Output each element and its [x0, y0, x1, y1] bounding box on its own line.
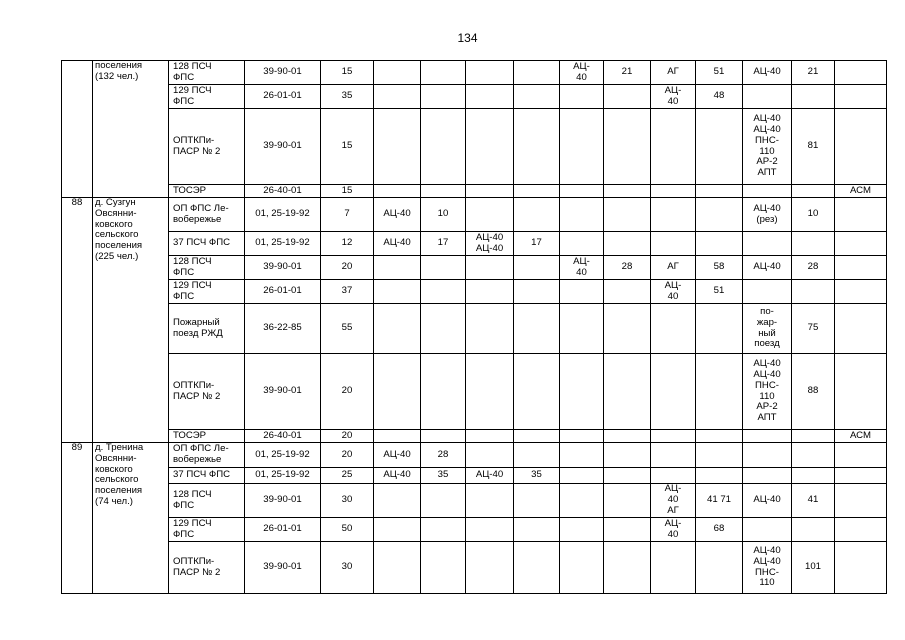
table-cell — [514, 280, 560, 304]
table-cell — [835, 232, 887, 256]
table-cell: 41 — [792, 484, 835, 518]
table-cell: 15 — [321, 109, 374, 185]
table-cell — [374, 304, 421, 354]
table-cell — [835, 354, 887, 430]
table-cell — [560, 443, 604, 468]
table-cell — [514, 430, 560, 443]
table-cell: 88 — [62, 198, 93, 443]
table-cell: 129 ПСЧ ФПС — [169, 85, 245, 109]
table-cell: 10 — [792, 198, 835, 232]
table-cell: 01, 25-19-92 — [245, 232, 321, 256]
table-cell — [743, 518, 792, 542]
table-cell: 39-90-01 — [245, 542, 321, 594]
table-cell — [560, 232, 604, 256]
table-cell: 35 — [421, 468, 466, 484]
table-cell — [560, 198, 604, 232]
table-cell — [421, 185, 466, 198]
table-cell — [374, 542, 421, 594]
table-cell: АЦ-40 АЦ-40 ПНС- 110 АР-2 АПТ — [743, 109, 792, 185]
table-cell — [604, 304, 651, 354]
table-cell: 01, 25-19-92 — [245, 443, 321, 468]
table-cell — [466, 304, 514, 354]
table-cell: 48 — [696, 85, 743, 109]
table-cell: АЦ-40 — [466, 468, 514, 484]
table-cell — [651, 354, 696, 430]
table-cell — [514, 256, 560, 280]
table-cell: АСМ — [835, 185, 887, 198]
table-cell: 28 — [421, 443, 466, 468]
table-cell — [696, 468, 743, 484]
table-cell — [560, 468, 604, 484]
table-cell: АЦ- 40 АГ — [651, 484, 696, 518]
table-cell: АЦ- 40 — [560, 61, 604, 85]
table-cell — [835, 542, 887, 594]
table-cell: 75 — [792, 304, 835, 354]
table-cell — [835, 61, 887, 85]
table-cell: 55 — [321, 304, 374, 354]
table-cell — [792, 443, 835, 468]
table-cell — [514, 109, 560, 185]
table-cell — [651, 542, 696, 594]
table-cell: 50 — [321, 518, 374, 542]
table-cell — [466, 256, 514, 280]
table-cell — [560, 430, 604, 443]
table-row — [62, 109, 887, 185]
table-cell: 128 ПСЧ ФПС — [169, 484, 245, 518]
table-cell — [604, 443, 651, 468]
table-row — [62, 256, 887, 280]
table-cell — [374, 430, 421, 443]
table-cell — [421, 430, 466, 443]
table-cell: 36-22-85 — [245, 304, 321, 354]
table-cell: 39-90-01 — [245, 484, 321, 518]
table-cell — [466, 443, 514, 468]
table-cell: АЦ-40 — [743, 256, 792, 280]
table-cell: АГ — [651, 256, 696, 280]
table-cell: АЦ-40 АЦ-40 ПНС- 110 — [743, 542, 792, 594]
table-cell — [651, 109, 696, 185]
table-cell: АЦ- 40 — [651, 280, 696, 304]
table-cell: 12 — [321, 232, 374, 256]
table-cell — [374, 518, 421, 542]
table-cell: ОПТКПи- ПАСР № 2 — [169, 542, 245, 594]
table-cell — [62, 61, 93, 198]
table-cell — [835, 468, 887, 484]
table-cell: АЦ- 40 — [560, 256, 604, 280]
table-cell: 37 ПСЧ ФПС — [169, 468, 245, 484]
table-cell — [696, 542, 743, 594]
table-cell — [560, 185, 604, 198]
table-cell — [421, 518, 466, 542]
table-cell: 17 — [514, 232, 560, 256]
table-cell — [421, 61, 466, 85]
table-cell — [560, 109, 604, 185]
table-cell — [792, 518, 835, 542]
table-cell — [792, 232, 835, 256]
table-cell — [651, 232, 696, 256]
table-cell — [466, 280, 514, 304]
table-cell — [835, 280, 887, 304]
table-cell: ОПТКПи- ПАСР № 2 — [169, 109, 245, 185]
table-cell — [696, 232, 743, 256]
table-cell: 129 ПСЧ ФПС — [169, 518, 245, 542]
table-cell — [604, 430, 651, 443]
table-cell: 26-40-01 — [245, 430, 321, 443]
table-cell — [604, 185, 651, 198]
table-row — [62, 354, 887, 430]
table-cell — [743, 430, 792, 443]
table-cell — [651, 443, 696, 468]
table-cell — [560, 354, 604, 430]
table-cell — [604, 198, 651, 232]
table-cell — [696, 354, 743, 430]
table-cell — [514, 484, 560, 518]
table-cell — [792, 468, 835, 484]
table-cell — [421, 85, 466, 109]
table-cell: 35 — [514, 468, 560, 484]
table-row — [62, 61, 887, 85]
table-cell — [835, 198, 887, 232]
table-cell — [651, 468, 696, 484]
table-cell: 01, 25-19-92 — [245, 468, 321, 484]
table-cell: ТОСЭР — [169, 430, 245, 443]
table-cell: 28 — [604, 256, 651, 280]
table-cell: 26-01-01 — [245, 518, 321, 542]
table-cell: 28 — [792, 256, 835, 280]
table-cell — [421, 354, 466, 430]
table-cell: 30 — [321, 542, 374, 594]
table-row — [62, 85, 887, 109]
table-cell: 26-40-01 — [245, 185, 321, 198]
table-cell — [466, 85, 514, 109]
table-cell — [374, 256, 421, 280]
table-cell: 15 — [321, 185, 374, 198]
table-cell: АГ — [651, 61, 696, 85]
table-cell — [604, 85, 651, 109]
table-cell — [514, 443, 560, 468]
table-row — [62, 198, 887, 232]
table-cell — [604, 542, 651, 594]
table-row — [62, 542, 887, 594]
table-cell — [421, 109, 466, 185]
table-cell — [374, 354, 421, 430]
table-cell — [696, 109, 743, 185]
table-cell — [374, 185, 421, 198]
table-cell: 39-90-01 — [245, 109, 321, 185]
table-cell: ОПТКПи- ПАСР № 2 — [169, 354, 245, 430]
table-cell: 7 — [321, 198, 374, 232]
table-row — [62, 304, 887, 354]
table-cell — [421, 484, 466, 518]
table-cell: 20 — [321, 443, 374, 468]
table-cell: 39-90-01 — [245, 61, 321, 85]
table-cell — [604, 109, 651, 185]
table-cell: АЦ-40 — [743, 484, 792, 518]
table-cell — [651, 430, 696, 443]
table-cell — [421, 256, 466, 280]
table-cell: ТОСЭР — [169, 185, 245, 198]
table-cell — [514, 542, 560, 594]
table-cell — [743, 280, 792, 304]
table-cell: 26-01-01 — [245, 280, 321, 304]
table-cell — [835, 85, 887, 109]
table-cell: по- жар- ный поезд — [743, 304, 792, 354]
table-cell: 51 — [696, 280, 743, 304]
table-cell: поселения (132 чел.) — [93, 61, 169, 198]
fire-dispatch-table — [61, 60, 887, 594]
table-cell: АЦ-40 АЦ-40 ПНС- 110 АР-2 АПТ — [743, 354, 792, 430]
table-cell — [792, 430, 835, 443]
table-cell — [466, 109, 514, 185]
table-cell: АЦ-40 — [374, 198, 421, 232]
table-cell — [374, 484, 421, 518]
table-cell — [374, 85, 421, 109]
table-cell: 20 — [321, 256, 374, 280]
table-cell — [651, 304, 696, 354]
table-cell — [604, 354, 651, 430]
table-cell — [560, 518, 604, 542]
table-cell: ОП ФПС Ле- вобережье — [169, 443, 245, 468]
table-cell — [374, 280, 421, 304]
table-cell — [604, 280, 651, 304]
table-cell — [560, 542, 604, 594]
table-cell — [374, 109, 421, 185]
table-cell — [651, 198, 696, 232]
table-cell — [514, 185, 560, 198]
table-cell — [514, 518, 560, 542]
table-cell: 58 — [696, 256, 743, 280]
table-cell — [696, 185, 743, 198]
table-cell — [792, 85, 835, 109]
table-cell — [835, 304, 887, 354]
table-cell: 20 — [321, 430, 374, 443]
table-cell: 37 — [321, 280, 374, 304]
table-cell: 37 ПСЧ ФПС — [169, 232, 245, 256]
table-row — [62, 185, 887, 198]
table-cell: АСМ — [835, 430, 887, 443]
table-cell: д. Тренина Овсянни- ковского сельского поселения (74 чел.) — [93, 443, 169, 594]
table-cell: АЦ-40 — [374, 232, 421, 256]
table-cell — [604, 518, 651, 542]
table-cell: ОП ФПС Ле- вобережье — [169, 198, 245, 232]
table-cell: АЦ-40 АЦ-40 — [466, 232, 514, 256]
table-cell — [560, 484, 604, 518]
table-cell: 128 ПСЧ ФПС — [169, 256, 245, 280]
table-cell — [466, 354, 514, 430]
table-cell: 128 ПСЧ ФПС — [169, 61, 245, 85]
table-cell — [514, 304, 560, 354]
table-cell — [466, 198, 514, 232]
table-cell — [421, 280, 466, 304]
table-cell: 129 ПСЧ ФПС — [169, 280, 245, 304]
table-cell — [514, 85, 560, 109]
table-cell — [792, 185, 835, 198]
table-cell — [651, 185, 696, 198]
table-row — [62, 232, 887, 256]
table-cell — [514, 198, 560, 232]
page-number: 134 — [457, 31, 478, 45]
table-cell — [696, 198, 743, 232]
table-cell: 35 — [321, 85, 374, 109]
table-cell — [604, 232, 651, 256]
table-cell — [743, 85, 792, 109]
table-cell — [374, 61, 421, 85]
table-row — [62, 280, 887, 304]
table-cell: д. Сузгун Овсянни- ковского сельского поселения (225 чел.) — [93, 198, 169, 443]
table-cell — [743, 185, 792, 198]
table-row — [62, 468, 887, 484]
table-cell — [696, 430, 743, 443]
table-cell — [835, 109, 887, 185]
table-cell — [696, 304, 743, 354]
table-cell — [696, 443, 743, 468]
table-cell: 26-01-01 — [245, 85, 321, 109]
table-cell: 20 — [321, 354, 374, 430]
table-cell: 39-90-01 — [245, 256, 321, 280]
table-cell: АЦ-40 — [374, 468, 421, 484]
table-cell — [835, 256, 887, 280]
table-cell — [835, 484, 887, 518]
table-cell: 25 — [321, 468, 374, 484]
table-cell: 89 — [62, 443, 93, 594]
table-cell: АЦ- 40 — [651, 518, 696, 542]
table-cell: Пожарный поезд РЖД — [169, 304, 245, 354]
table-cell: 21 — [604, 61, 651, 85]
table-cell — [466, 61, 514, 85]
table-cell: 41 71 — [696, 484, 743, 518]
table-cell — [835, 443, 887, 468]
table-cell — [835, 518, 887, 542]
table-cell: 17 — [421, 232, 466, 256]
table-cell: 21 — [792, 61, 835, 85]
table-cell: 10 — [421, 198, 466, 232]
table-cell: АЦ-40 — [743, 61, 792, 85]
table-cell: АЦ- 40 — [651, 85, 696, 109]
table-cell — [421, 542, 466, 594]
table-cell — [560, 280, 604, 304]
table-cell — [743, 468, 792, 484]
table-cell — [604, 484, 651, 518]
table-cell — [421, 304, 466, 354]
table-cell — [514, 61, 560, 85]
table-row — [62, 484, 887, 518]
table-cell — [604, 468, 651, 484]
table-cell: 01, 25-19-92 — [245, 198, 321, 232]
table-cell — [466, 542, 514, 594]
table-cell — [466, 185, 514, 198]
table-cell: 39-90-01 — [245, 354, 321, 430]
table-cell: АЦ-40 — [374, 443, 421, 468]
table-cell — [466, 430, 514, 443]
table-cell — [743, 443, 792, 468]
table-cell — [560, 304, 604, 354]
table-cell: 51 — [696, 61, 743, 85]
table-cell — [514, 354, 560, 430]
table-cell — [743, 232, 792, 256]
table-row — [62, 443, 887, 468]
table-cell — [792, 280, 835, 304]
table-cell: 30 — [321, 484, 374, 518]
table-cell: АЦ-40 (рез) — [743, 198, 792, 232]
table-cell: 88 — [792, 354, 835, 430]
table-cell: 81 — [792, 109, 835, 185]
table-row — [62, 430, 887, 443]
table-cell: 101 — [792, 542, 835, 594]
table-cell: 68 — [696, 518, 743, 542]
table-cell — [466, 484, 514, 518]
table-cell: 15 — [321, 61, 374, 85]
table-cell — [560, 85, 604, 109]
table-cell — [466, 518, 514, 542]
table-row — [62, 518, 887, 542]
